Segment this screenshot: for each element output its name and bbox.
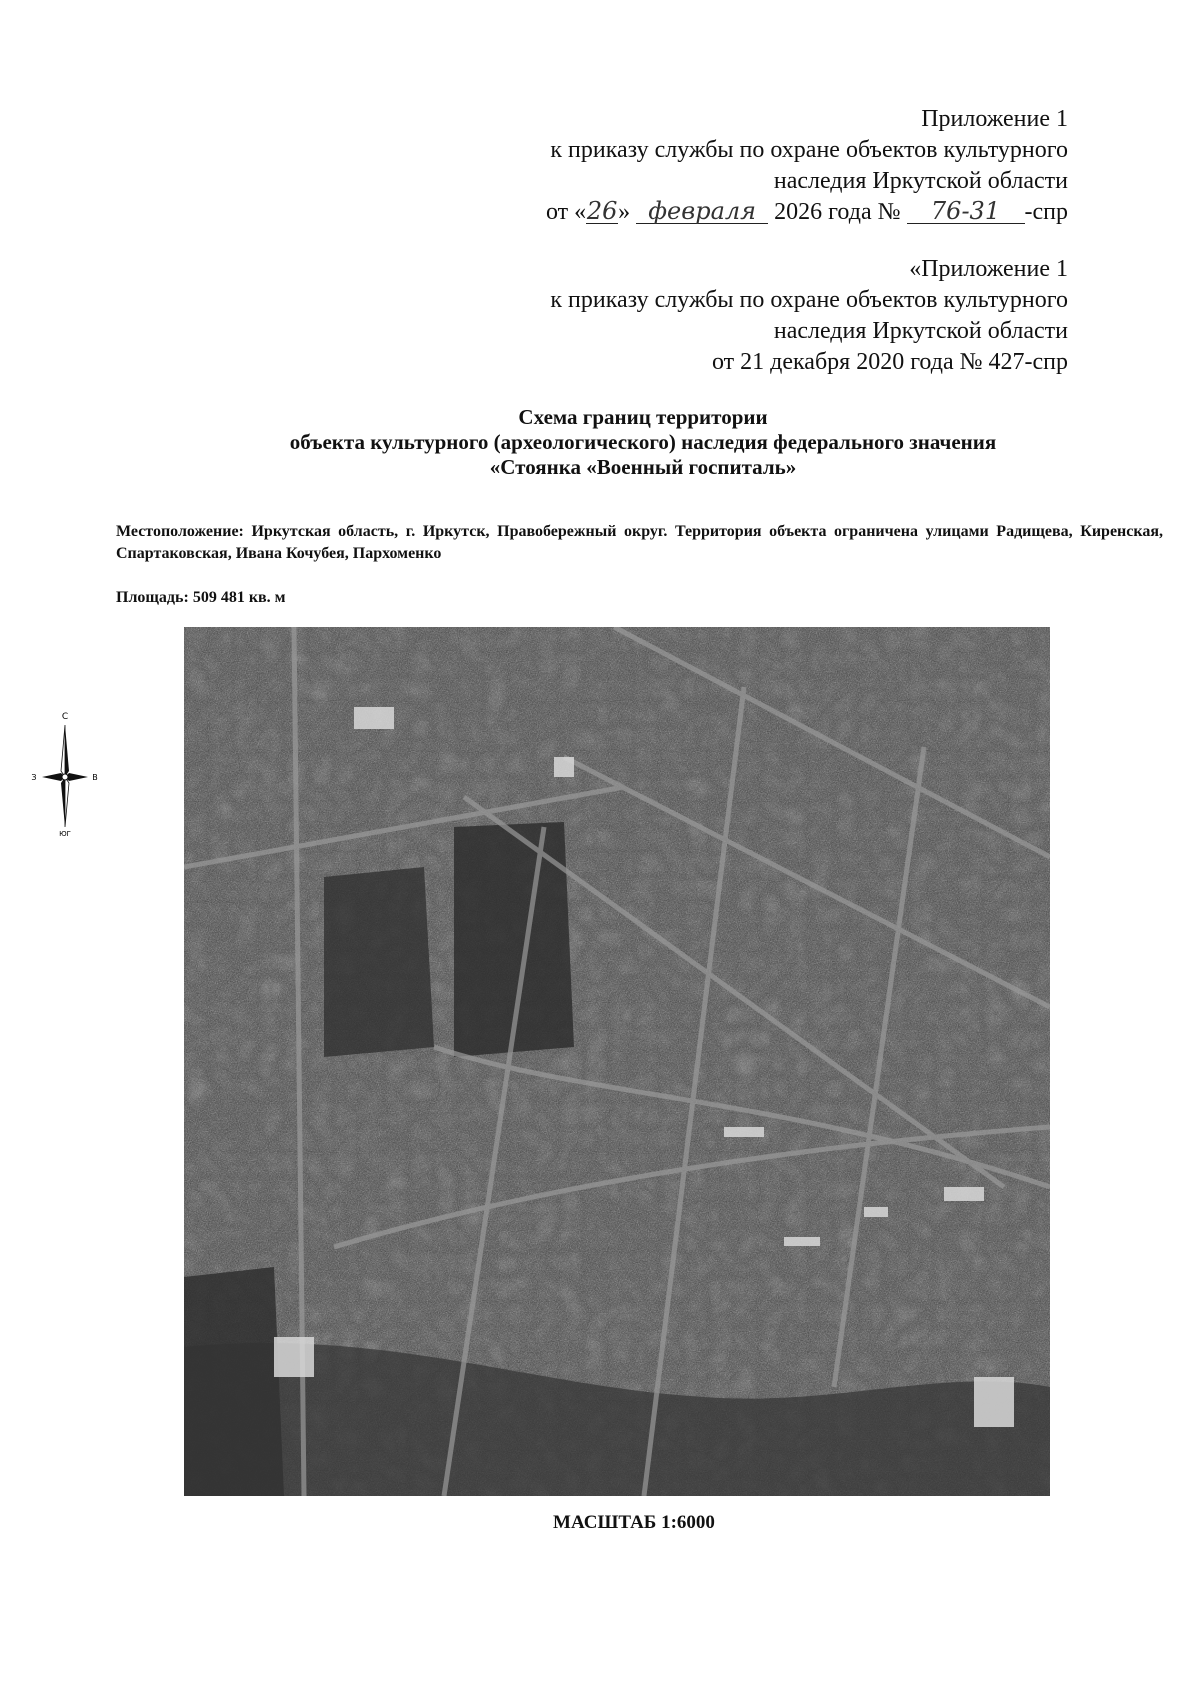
title-line-3: «Стоянка «Военный госпиталь»	[489, 455, 797, 479]
location-text: Местоположение: Иркутская область, г. Иркутск, Правобережный округ. Территория объекта ограничена улицами Радищева, Киренская, Спартаковская, Ивана Кочубея, Пархоменко	[116, 523, 1163, 562]
order-header	[546, 104, 1068, 228]
compass-rose-icon	[30, 709, 100, 837]
order-date-line: от «26» февраля 2026 года № 76-31 -спр	[546, 197, 1068, 225]
order-reference-line: к приказу службы по охране объектов культурного	[550, 137, 1068, 163]
handwritten-month: февраля	[636, 199, 768, 224]
original-order-header	[550, 254, 1068, 378]
title-line-1: Схема границ территории	[518, 405, 768, 429]
original-order-date: от 21 декабря 2020 года № 427-спр	[711, 349, 1068, 375]
compass-east-label: В	[92, 773, 98, 782]
original-order-reference: к приказу службы по охране объектов культурного	[550, 287, 1068, 313]
aerial-map-image	[184, 627, 1050, 1496]
compass-south-label: ЮГ	[59, 830, 71, 837]
aerial-photo	[184, 627, 1050, 1496]
compass-west-label: З	[31, 773, 37, 782]
title-line-2: объекта культурного (археологического) наследия федерального значения	[289, 430, 997, 454]
handwritten-order-number: 76-31	[907, 199, 1025, 224]
area-text: Площадь: 509 481 кв. м	[116, 589, 286, 606]
compass-north-label: С	[61, 712, 69, 722]
map-scale: МАСШТАБ 1:6000	[553, 1512, 715, 1533]
appendix-label: Приложение 1	[921, 106, 1068, 132]
document-title	[0, 405, 1200, 480]
original-appendix-label: «Приложение 1	[909, 256, 1068, 282]
handwritten-day: 26	[586, 197, 618, 225]
authority-name: наследия Иркутской области	[773, 168, 1068, 194]
original-authority-name: наследия Иркутской области	[773, 318, 1068, 344]
